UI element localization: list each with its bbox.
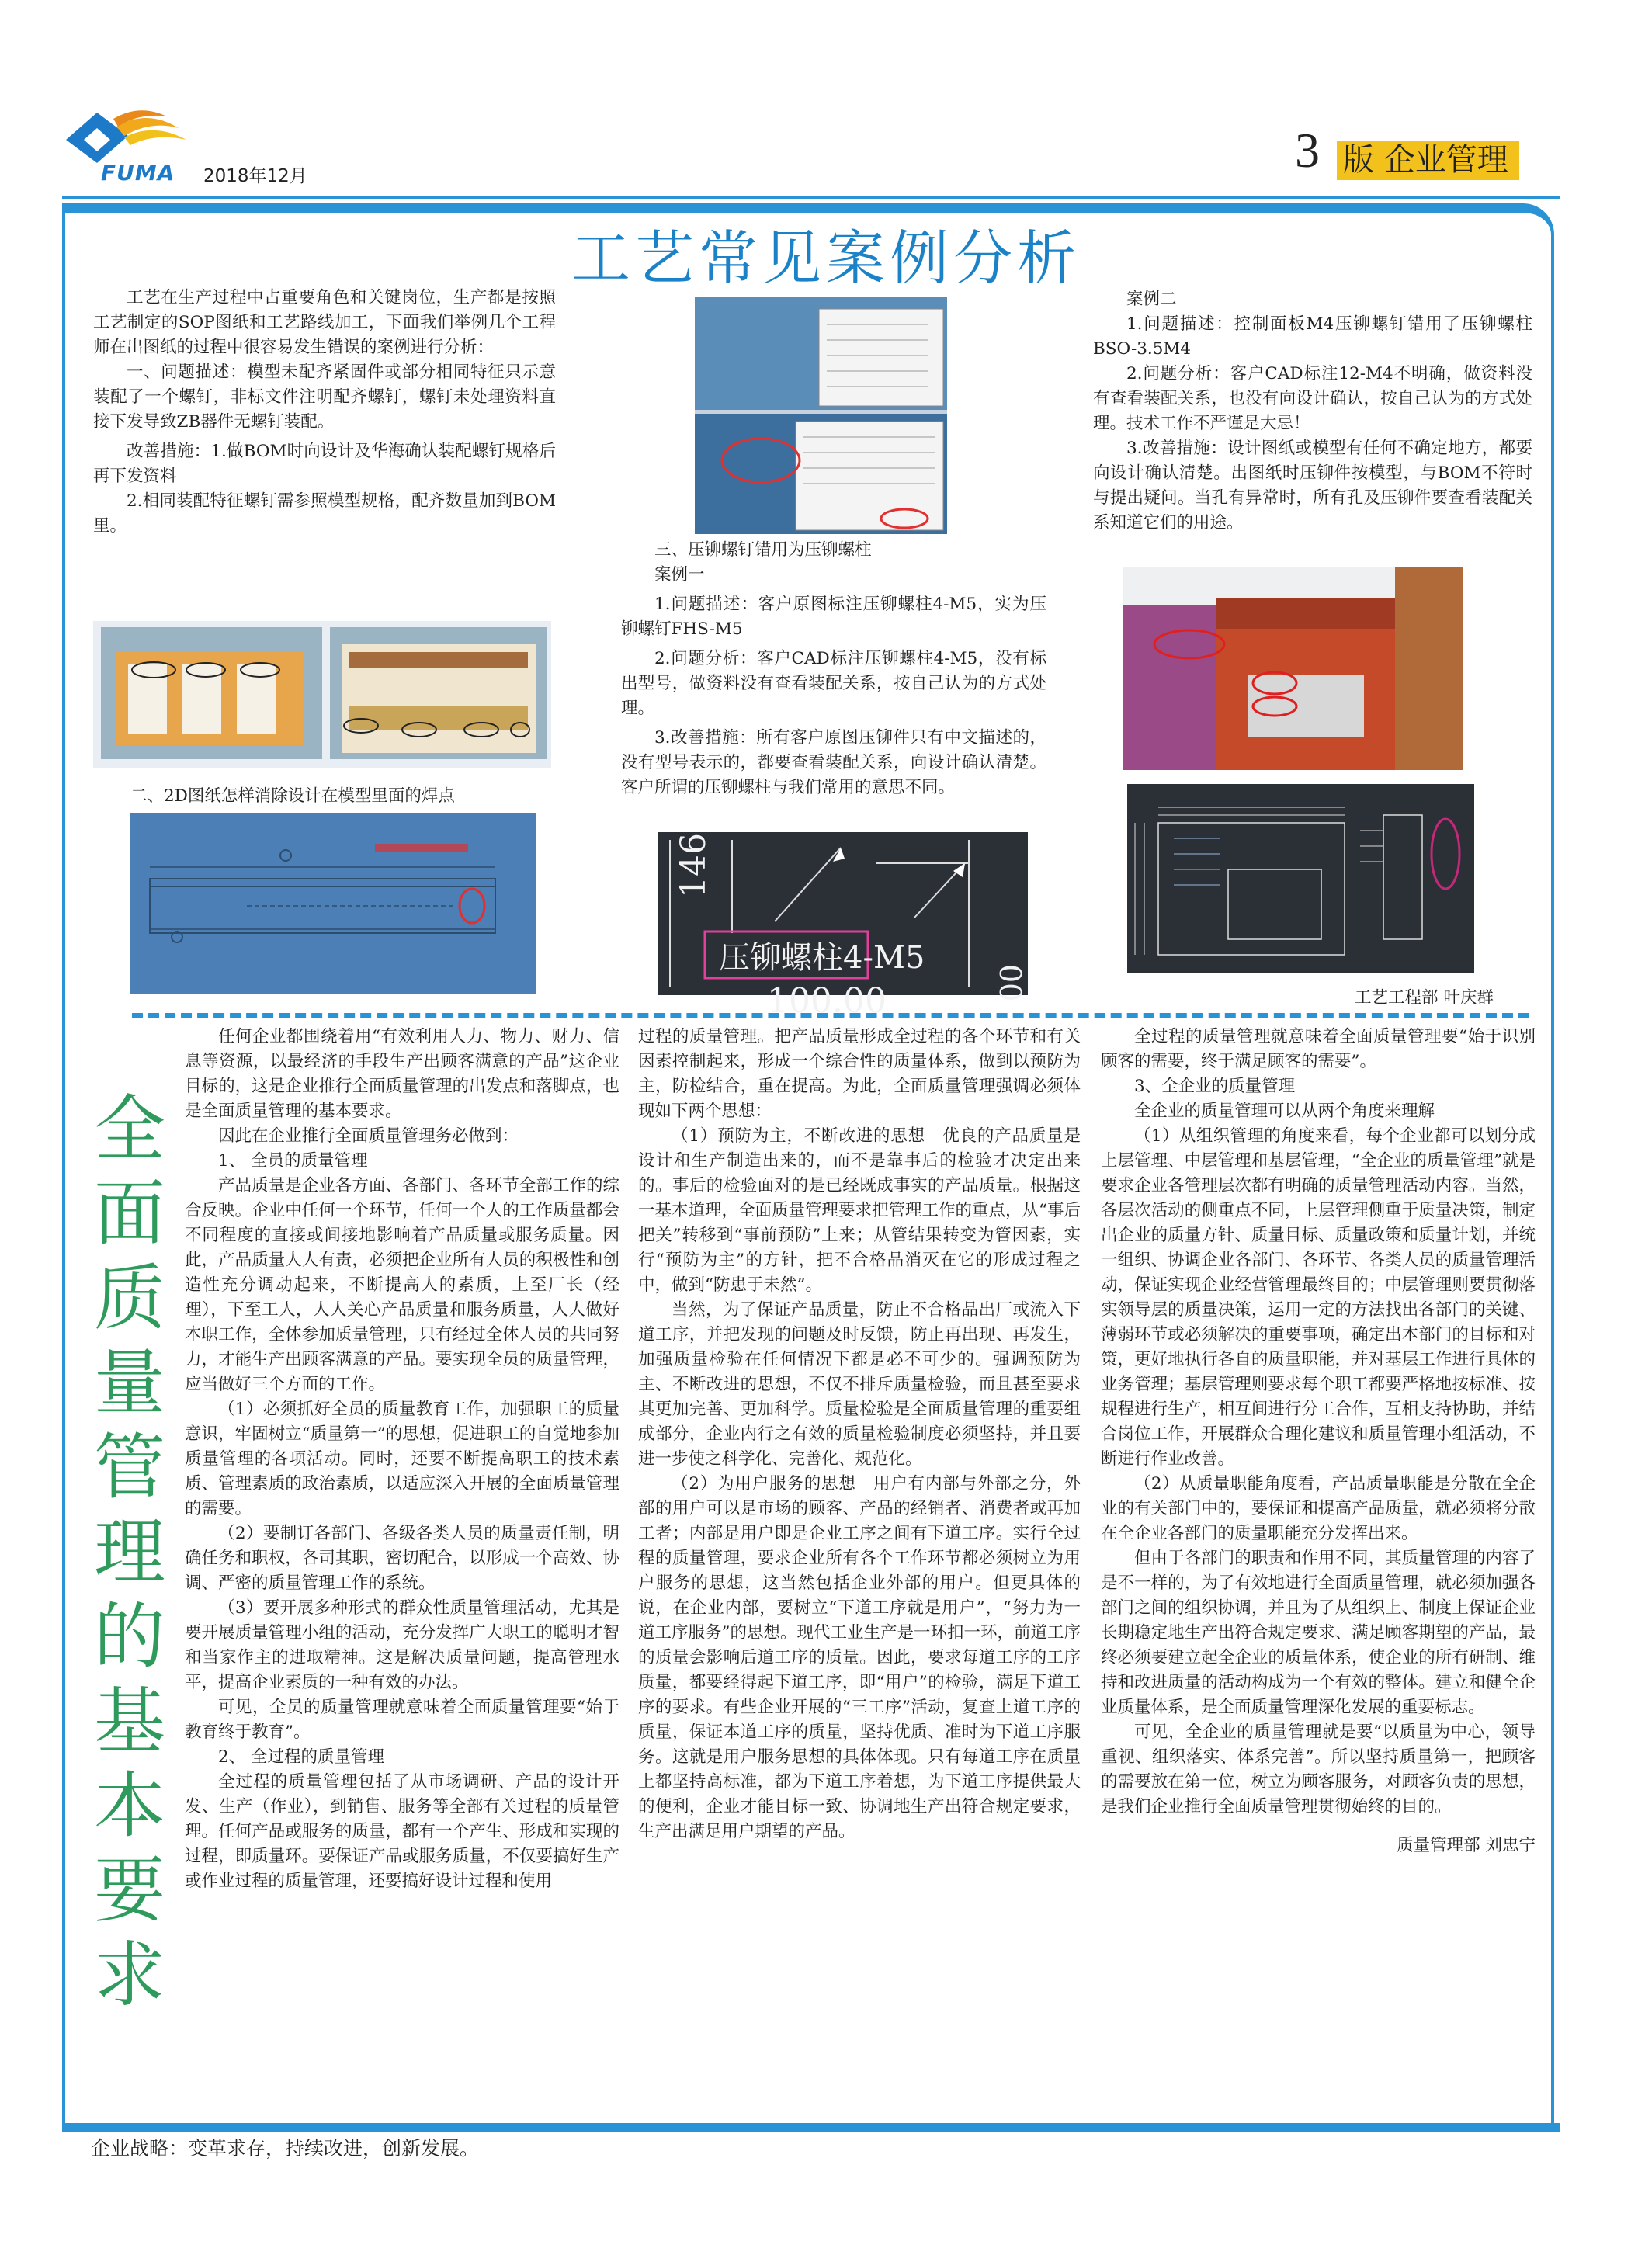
title-char: 全 — [93, 1088, 165, 1171]
paragraph: （2）从质量职能角度看，产品质量职能是分散在全企业的有关部门中的，要保证和提高产品质量，就必须将分散在全企业各部门的质量职能充分发挥出来。 — [1101, 1474, 1536, 1543]
paragraph: 3、全企业的质量管理 — [1134, 1077, 1296, 1096]
assembly-photo-figure — [93, 621, 551, 768]
title-char: 理 — [93, 1511, 165, 1594]
paragraph: 一、问题描述：模型未配齐紧固件或部分相同特征只示意装配了一个螺钉，非标文件注明配齐螺钉，螺钉未处理资料直接下发导致ZB器件无螺钉装配。 — [93, 363, 556, 432]
article-divider — [132, 1013, 1529, 1018]
article2-column-1 — [185, 1025, 620, 1894]
paragraph: 案例二 — [1126, 290, 1177, 309]
issue-date: 2018年12月 — [203, 166, 307, 186]
title-char: 求 — [93, 1934, 165, 2017]
paragraph: 过程的质量管理。把产品质量形成全过程的各个环节和有关因素控制起来，形成一个综合性的质量体系，做到以预防为主，防检结合，重在提高。为此，全面质量管理强调必须体现如下两个思想： — [638, 1027, 1081, 1121]
article2-column-3 — [1101, 1025, 1536, 1858]
headline: 工艺常见案例分析 — [571, 224, 1081, 293]
title-char: 量 — [93, 1341, 165, 1424]
paragraph: 案例一 — [654, 565, 705, 585]
cad-dialog-figure — [695, 297, 947, 534]
paragraph: 工艺在生产过程中占重要角色和关键岗位，生产都是按照工艺制定的SOP图纸和工艺路线加工，下面我们举例几个工程师在出图纸的过程中很容易发生错误的案例进行分析： — [93, 288, 556, 357]
paragraph: 但由于各部门的职责和作用不同，其质量管理的内容了是不一样的，为了有效地进行全面质量管理，就必须加强各部门之间的组织协调，并且为了从组织上、制度上保证企业长期稳定地生产出符合规定要求、满足顾客期望的产品，最终必须要建立起全企业的质量体系，使企业的所有研制、维持和改进质量的活动构成为一个有效的整体。建立和健全企业质量体系，是全面质量管理深化发展的重要标志。 — [1101, 1549, 1536, 1717]
section-badge: 版 企业管理 — [1337, 141, 1519, 180]
paragraph: 可见，全企业的质量管理就是要“以质量为中心，领导重视、组织落实、体系完善”。所以坚持质量第一，把顾客的需要放在第一位，树立为顾客服务，对顾客负责的思想，是我们企业推行全面质量管理贯彻始终的目的。 — [1101, 1723, 1536, 1816]
paragraph: 任何企业都围绕着用“有效利用人力、物力、财力、信息等资源，以最经济的手段生产出顾客满意的产品”这企业目标的，这是企业推行全面质量管理的出发点和落脚点，也是全面质量管理的基本要求。 — [185, 1027, 620, 1121]
title-char: 要 — [93, 1849, 165, 1932]
paragraph: 全企业的质量管理可以从两个角度来理解 — [1134, 1102, 1435, 1121]
model-render-figure — [1123, 567, 1463, 770]
cad-label-text: 压铆螺柱4-M5 — [719, 940, 925, 976]
title-char: 管 — [93, 1426, 165, 1509]
paragraph: 全过程的质量管理包括了从市场调研、产品的设计开发、生产（作业），到销售、服务等全部有关过程的质量管理。任何产品或服务的质量，都有一个产生、形成和实现的过程，即质量环。要保证产品或服务质量，不仅要搞好生产或作业过程的质量管理，还要搞好设计过程和使用 — [185, 1772, 620, 1891]
paragraph: 3.改善措施：所有客户原图压铆件只有中文描述的，没有型号表示的，都要查看装配关系，向设计确认清楚。客户所谓的压铆螺柱与我们常用的意思不同。 — [621, 728, 1046, 797]
paragraph: 1、 全员的质量管理 — [218, 1151, 368, 1171]
paragraph: 改善措施：1.做BOM时向设计及华海确认装配螺钉规格后再下发资料 — [93, 442, 556, 486]
paragraph: 2.问题分析：客户CAD标注压铆螺柱4-M5，没有标出型号，做资料没有查看装配关系，按自己认为的方式处理。 — [621, 649, 1046, 718]
paragraph: 当然，为了保证产品质量，防止不合格品出厂或流入下道工序，并把发现的问题及时反馈，防止再出现、再发生，加强质量检验在任何情况下都是必不可少的。强调预防为主、不断改进的思想，不仅不排斥质量检验，而且甚至要求其更加完善、更加科学。质量检验是全面质量管理的重要组成部分，企业内行之有效的质量检验制度必须坚持，并且要进一步使之科学化、完善化、规范化。 — [638, 1300, 1081, 1469]
paragraph: 因此在企业推行全面质量管理务必做到： — [218, 1126, 519, 1146]
paragraph: 3.改善措施：设计图纸或模型有任何不确定地方，都要向设计确认清楚。出图纸时压铆件按模型，与BOM不符时与提出疑问。当孔有异常时，所有孔及压铆件要查看装配关系知道它们的用途。 — [1093, 439, 1532, 533]
title-char: 的 — [93, 1595, 165, 1678]
article2-author: 质量管理部 刘忠宁 — [1397, 1836, 1536, 1855]
article2-vertical-title — [87, 1087, 172, 2017]
paragraph: 2.问题分析：客户CAD标注12-M4不明确，做资料没有查看装配关系，也没有向设计确认，按自己认为的方式处理。技术工作不严谨是大忌！ — [1093, 364, 1532, 433]
paragraph: 产品质量是企业各方面、各部门、各环节全部工作的综合反映。企业中任何一个环节，任何一个人的工作质量都会不同程度的直接或间接地影响着产品质量或服务质量。因此，产品质量人人有责，必须把企业所有人员的积极性和创造性充分调动起来，不断提高人的素质，上至厂长（经理），下至工人，人人关心产品质量和服务质量，人人做好本职工作，全体参加质量管理，只有经过全体人员的共同努力，才能生产出顾客满意的产品。要实现全员的质量管理，应当做好三个方面的工作。 — [185, 1176, 620, 1394]
cad-dimension-figure — [1127, 784, 1474, 973]
cad-dim-100: 100.00 — [767, 981, 887, 1021]
article1-col-b — [621, 538, 1046, 800]
article1-author: 工艺工程部 叶庆群 — [1355, 988, 1494, 1008]
cad-label-figure — [658, 832, 1028, 1021]
paragraph: （3）要开展多种形式的群众性质量管理活动，尤其是要开展质量管理小组的活动，充分发挥广大职工的聪明才智和当家作主的进取精神。这是解决质量问题，提高管理水平，提高企业素质的一种有效的办法。 — [185, 1598, 620, 1692]
paragraph: 2、 全过程的质量管理 — [218, 1747, 385, 1767]
paragraph: （1）预防为主，不断改进的思想 优良的产品质量是设计和生产制造出来的，而不是靠事后的检验才决定出来的。事后的检验面对的是已经既成事实的产品质量。根据这一基本道理，全面质量管理要求把管理工作的重点，从“事后把关”转移到“事前预防”上来；从管结果转变为管因素，实行“预防为主”的方针，把不合格品消灭在它的形成过程之中，做到“防患于未然”。 — [638, 1126, 1081, 1295]
paragraph: 三、压铆螺钉错用为压铆螺柱 — [654, 540, 872, 560]
caption-2d: 二、2D图纸怎样消除设计在模型里面的焊点 — [130, 786, 455, 806]
page-number: 3 — [1295, 123, 1320, 178]
article2-column-2 — [638, 1025, 1081, 1844]
paragraph: 2.相同装配特征螺钉需参照模型规格，配齐数量加到BOM里。 — [93, 491, 556, 536]
bottom-rule — [62, 2123, 1560, 2132]
paragraph: 可见，全员的质量管理就意味着全面质量管理要“始于教育终于教育”。 — [185, 1698, 620, 1742]
footer-slogan: 企业战略：变革求存，持续改进，创新发展。 — [91, 2137, 480, 2160]
paragraph: （1）从组织管理的角度来看，每个企业都可以划分成上层管理、中层管理和基层管理，“全企业的质量管理”就是要求企业各管理层次都有明确的质量管理活动内容。当然，各层次活动的侧重点不同，上层管理侧重于质量决策，制定出企业的质量方针、质量目标、质量政策和质量计划，并统一组织、协调企业各部门、各环节、各类人员的质量管理活动，保证实现企业经营管理最终目的；中层管理则要贯彻落实领导层的质量决策，运用一定的方法找出各部门的关键、薄弱环节或必须解决的重要事项，确定出本部门的目标和对策，更好地执行各自的质量职能，并对基层工作进行具体的业务管理；基层管理则要求每个职工都要严格地按标准、按规程进行生产，相互间进行分工合作，互相支持协助，并结合岗位工作，开展群众合理化建议和质量管理小组活动，不断进行作业改善。 — [1101, 1126, 1536, 1469]
paragraph: 全过程的质量管理就意味着全面质量管理要“始于识别顾客的需要，终于满足顾客的需要”。 — [1101, 1027, 1536, 1071]
article1-col-a — [93, 286, 556, 539]
cad-dim-00: 00 — [993, 964, 1027, 1002]
logo-text: FUMA — [101, 160, 175, 186]
title-char: 基 — [93, 1680, 165, 1763]
paragraph: （2）为用户服务的思想 用户有内部与外部之分，外部的用户可以是市场的顾客、产品的经销者、消费者或再加工者；内部是用户即是企业工序之间有下道工序。实行全过程的质量管理，要求企业所有各个工作环节都必须树立为用户服务的思想，这当然包括企业外部的用户。但更具体的说，在企业内部，要树立“下道工序就是用户”，“努力为一道工序服务”的思想。现代工业生产是一环扣一环，前道工序的质量会影响后道工序的质量。因此，要求每道工序的工序质量，都要经得起下道工序，即“用户”的检验，满足下道工序的要求。有些企业开展的“三工序”活动，复查上道工序的质量，保证本道工序的质量，坚持优质、准时为下道工序服务。这就是用户服务思想的具体体现。只有每道工序在质量上都坚持高标准，都为下道工序着想，为下道工序提供最大的便利，企业才能目标一致、协调地生产出符合规定要求，生产出满足用户期望的产品。 — [638, 1474, 1081, 1841]
article1-col-c — [1093, 287, 1532, 536]
paragraph: （1）必须抓好全员的质量教育工作，加强职工的质量意识，牢固树立“质量第一”的思想，促进职工的自觉地参加质量管理的各项活动。同时，还要不断提高职工的技术素质、管理素质的政治素质，以适应深入开展的全面质量管理的需要。 — [185, 1400, 620, 1518]
drawing-2d-figure — [130, 813, 536, 994]
title-char: 质 — [93, 1257, 165, 1340]
title-char: 面 — [93, 1172, 165, 1255]
paragraph: （2）要制订各部门、各级各类人员的质量责任制，明确任务和职权，各司其职，密切配合，以形成一个高效、协调、严密的质量管理工作的系统。 — [185, 1524, 620, 1593]
cad-dim-146: 146 — [674, 833, 713, 898]
paragraph: 1.问题描述：客户原图标注压铆螺柱4-M5，实为压铆螺钉FHS-M5 — [621, 595, 1046, 639]
top-rule — [62, 196, 1560, 199]
title-char: 本 — [93, 1764, 165, 1847]
paragraph: 1.问题描述：控制面板M4压铆螺钉错用了压铆螺柱BSO-3.5M4 — [1093, 314, 1532, 359]
